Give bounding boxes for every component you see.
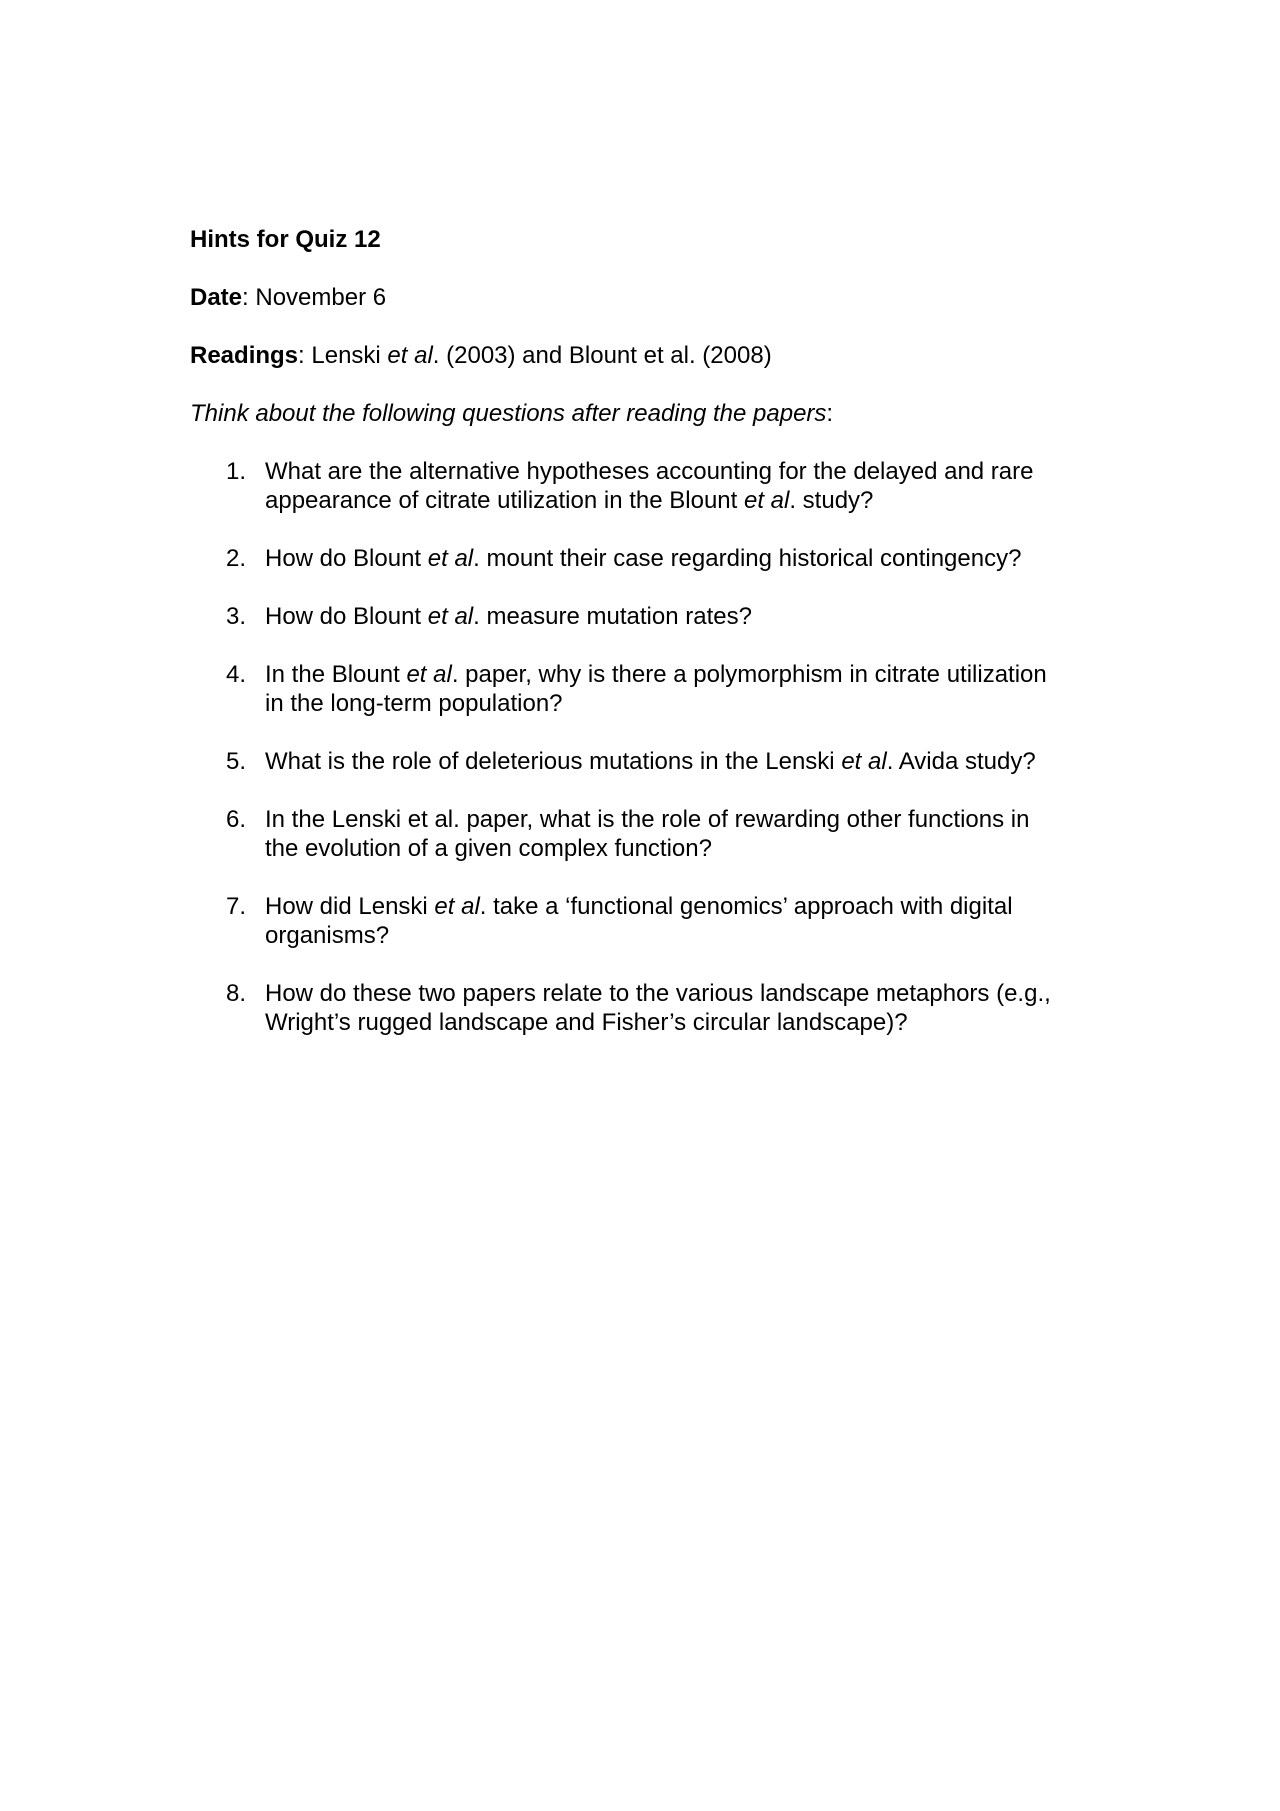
intro-colon: : [826, 400, 834, 427]
item-text: . mount their case regarding historical contingency? [473, 545, 1022, 572]
item-number: 4. [226, 661, 247, 688]
item-number: 3. [226, 603, 247, 630]
item-text: In the Blount [265, 661, 407, 688]
document-page [190, 225, 1110, 1066]
page-title: Hints for Quiz 12 [190, 226, 381, 253]
intro-text: Think about the following questions after reading the papers [190, 400, 827, 427]
readings-text-post: . (2003) and Blount et al. (2008) [432, 342, 772, 369]
item-italic: et al [406, 661, 452, 688]
question-list [190, 457, 1110, 1037]
date-label: Date [190, 284, 243, 311]
item-text: How do Blount [265, 545, 428, 572]
item-text: How did Lenski [265, 893, 435, 920]
item-number: 1. [226, 458, 247, 485]
readings-text-italic: et al [387, 342, 433, 369]
item-number: 7. [226, 893, 247, 920]
date-value: : November 6 [242, 284, 387, 311]
item-text: in the long-term population? [265, 690, 563, 717]
list-item [190, 602, 1110, 631]
item-italic: et al [434, 893, 480, 920]
item-italic: et al [427, 545, 474, 572]
list-item [190, 544, 1110, 573]
list-item [190, 892, 1110, 950]
item-number: 2. [226, 545, 247, 572]
list-item [190, 747, 1110, 776]
list-item [190, 805, 1110, 863]
date-line [190, 283, 1110, 312]
item-text: . Avida study? [886, 748, 1036, 775]
item-italic: et al [743, 487, 790, 514]
item-text: appearance of citrate utilization in the Blount [265, 487, 744, 514]
item-text: What is the role of deleterious mutations in the Lenski [265, 748, 842, 775]
readings-label: Readings [190, 342, 299, 369]
item-text: How do these two papers relate to the various landscape metaphors (e.g., [265, 980, 1051, 1007]
item-text: How do Blount [265, 603, 428, 630]
readings-text-pre: : Lenski [298, 342, 388, 369]
item-text: In the Lenski et al. paper, what is the role of rewarding other functions in [265, 806, 1030, 833]
item-number: 8. [226, 980, 247, 1007]
item-number: 6. [226, 806, 247, 833]
item-text: . paper, why is there a polymorphism in citrate utilization [451, 661, 1047, 688]
item-text: . study? [789, 487, 874, 514]
item-number: 5. [226, 748, 247, 775]
item-text: Wright’s rugged landscape and Fisher’s circular landscape)? [265, 1009, 908, 1036]
list-item [190, 979, 1110, 1037]
item-text: organisms? [265, 922, 390, 949]
list-item [190, 660, 1110, 718]
item-text: . take a ‘functional genomics’ approach with digital [479, 893, 1013, 920]
list-item [190, 457, 1110, 515]
item-text: What are the alternative hypotheses accounting for the delayed and rare [265, 458, 1034, 485]
item-italic: et al [841, 748, 887, 775]
item-text: the evolution of a given complex function? [265, 835, 712, 862]
readings-line [190, 341, 1110, 370]
item-text: . measure mutation rates? [473, 603, 752, 630]
item-italic: et al [427, 603, 474, 630]
intro-line [190, 399, 1110, 428]
